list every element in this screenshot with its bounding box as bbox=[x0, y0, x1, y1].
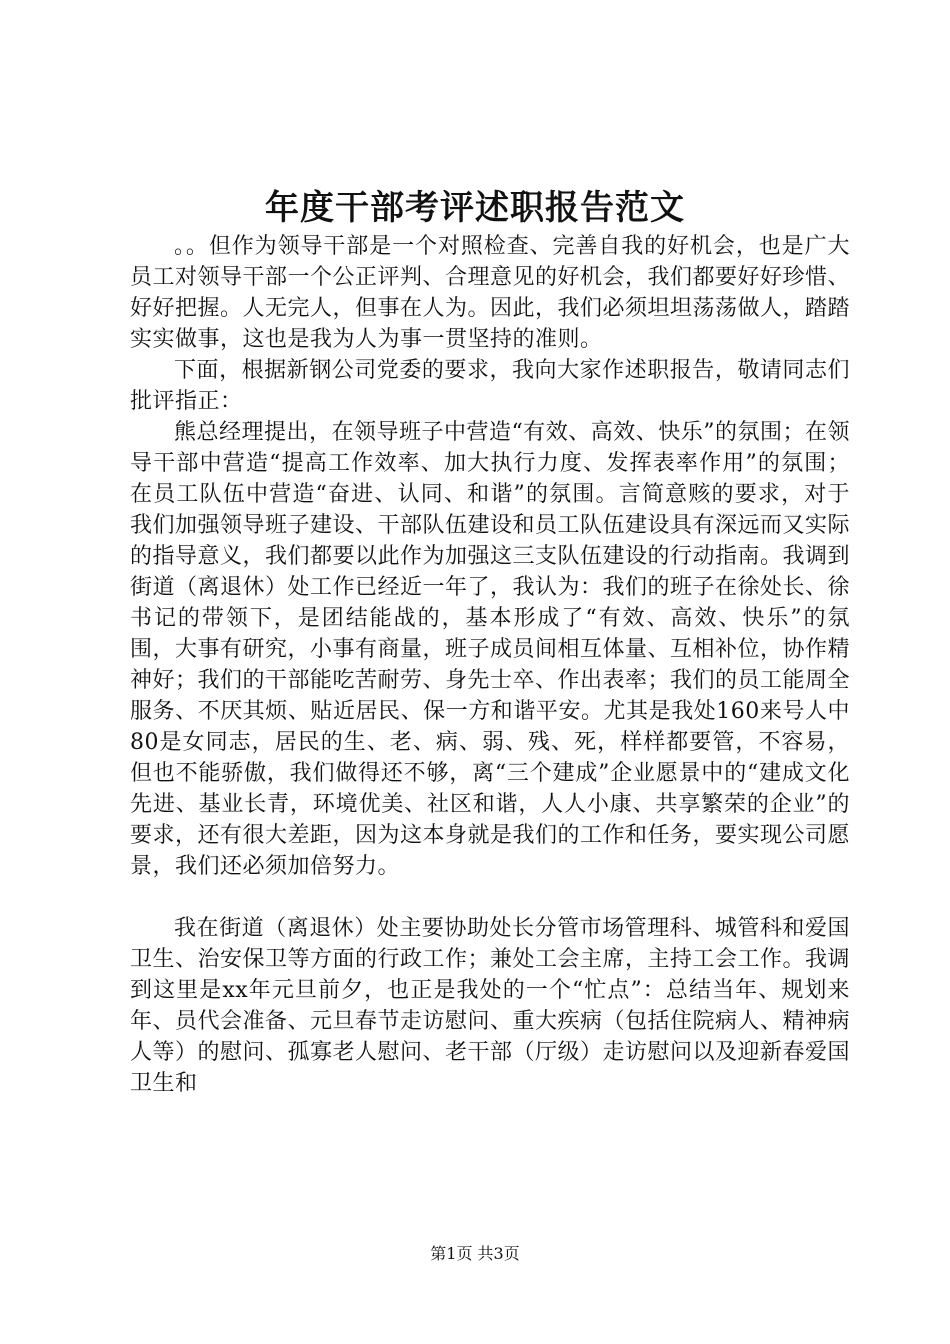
paragraph-4: 我在街道（离退休）处主要协助处长分管市场管理科、城管科和爱国卫生、治安保卫等方面的行政工作；兼处工会主席，主持工会工作。我调到这里是xx年元旦前夕，也正是我处的一个“忙点”：总结当年、规划来年、员代会准备、元旦春节走访慰问、重大疾病（包括住院病人、精神病人等）的慰问、孤寡老人慰问、老干部（厅级）走访慰问以及迎新春爱国卫生和 bbox=[130, 916, 851, 1096]
paragraph-2: 下面，根据新钢公司党委的要求，我向大家作述职报告，敬请同志们批评指正： bbox=[130, 358, 850, 414]
paragraph-3: 熊总经理提出，在领导班子中营造“有效、高效、快乐”的氛围；在领导干部中营造“提高工作效率、加大执行力度、发挥表率作用”的氛围；在员工队伍中营造“奋进、认同、和谐”的氛围。言简意赅的要求，对于我们加强领导班子建设、干部队伍建设和员工队伍建设具有深远而又实际的指导意义，我们都要以此作为加强这三支队伍建设的行动指南。我调到街道（离退休）处工作已经近一年了，我认为：我们的班子在徐处长、徐书记的带领下，是团结能战的，基本形成了“有效、高效、快乐”的氛围，大事有研究，小事有商量，班子成员间相互体量、互相补位，协作精神好；我们的干部能吃苦耐劳、身先士卒、作出表率；我们的员工能周全服务、不厌其烦、贴近居民、保一方和谐平安。尤其是我处160来号人中80是女同志，居民的生、老、病、弱、残、死，样样都要管，不容易，但也不能骄傲，我们做得还不够，离“三个建成”企业愿景中的“建成文化先进、基业长青，环境优美、社区和谐，人人小康、共享繁荣的企业”的要求，还有很大差距，因为这本身就是我们的工作和任务，要实现公司愿景，我们还必须加倍努力。 bbox=[130, 420, 851, 879]
document-body bbox=[130, 231, 850, 1099]
paragraph-spacer bbox=[130, 882, 850, 913]
document-title: 年度干部考评述职报告范文 bbox=[265, 188, 685, 228]
page-footer: 第1页 共3页 bbox=[430, 1244, 520, 1263]
paragraph-1: 。。但作为领导干部是一个对照检查、完善自我的好机会，也是广大员工对领导干部一个公正评判、合理意见的好机会，我们都要好好珍惜、好好把握。人无完人，但事在人为。因此，我们必须坦坦荡荡做人，踏踏实实做事，这也是我为人为事一贯坚持的准则。 bbox=[130, 234, 851, 352]
